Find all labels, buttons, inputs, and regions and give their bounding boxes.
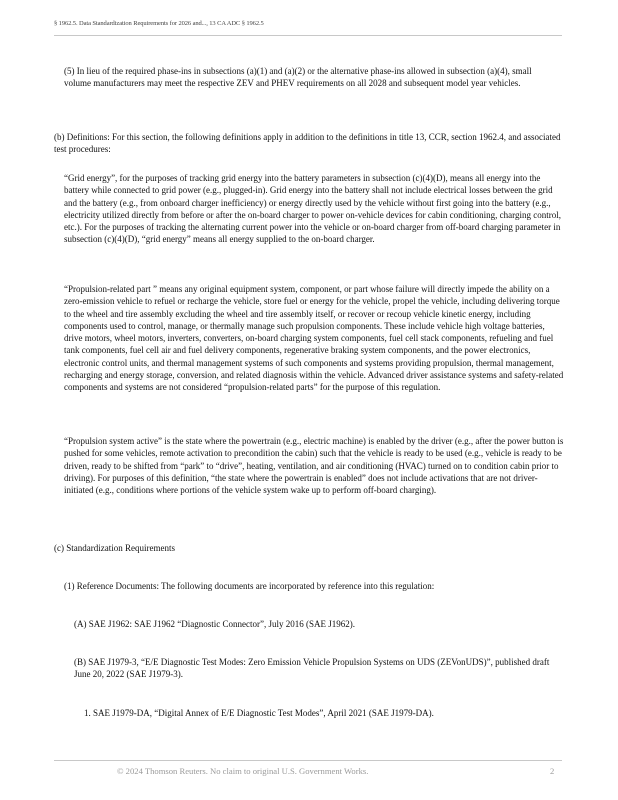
running-header: § 1962.5. Data Standardization Requirements for 2026 and..., 13 CA ADC § 1962.5 — [54, 20, 264, 27]
paragraph-c1A-sae-j1962: (A) SAE J1962: SAE J1962 “Diagnostic Connector”, July 2016 (SAE J1962). — [74, 619, 355, 629]
paragraph-b-definitions: (b) Definitions: For this section, the following definitions apply in addition to the definitions in title 13, CCR, section 1962.4, and associated test procedures: — [54, 132, 561, 155]
definition-grid-energy: “Grid energy”, for the purposes of tracking grid energy into the battery parameters in subsection (c)(4)(D), means all energy into the battery while connected to grid power (e.g., plugged-in). Grid energy into the battery shall not include electrical losses between the grid and the battery (e.g., from onboard charger inefficiency) or energy directly used by the vehicle without first going into the battery (e.g., electricity utilized directly from before or after the on-board charger to power on-vehicle devices for cabin conditioning, charging control, etc.). For the purposes of tracking the alternating current power into the vehicle or on-board charger from off-board charging parameter in subsection (c)(4)(D), “grid energy” means all energy supplied to the on-board charger. — [64, 173, 561, 245]
paragraph-c1B-sae-j1979-3: (B) SAE J1979-3, “E/E Diagnostic Test Modes: Zero Emission Vehicle Propulsion Systems on UDS (ZEVonUDS)”, published draft June 20, 2022 (SAE J1979-3). — [74, 657, 550, 680]
definition-propulsion-related-part: “Propulsion-related part ” means any original equipment system, component, or part whose failure will directly impede the ability on a zero-emission vehicle to refuel or recharge the vehicle, store fuel or energy for the vehicle, propel the vehicle, including delivering torque to the wheel and tire assembly excluding the wheel and tire assembly itself, or recover or recoup vehicle kinetic energy, including components used to control, manage, or thermally manage such propulsion components. These include vehicle high voltage batteries, drive motors, wheel motors, inverters, converters, on-board charging system components, fuel cell stack components, refueling and fuel tank components, fuel cell air and fuel delivery components, regenerative braking system components, and the power electronics, electronic control units, and thermal management systems of such components and systems providing propulsion, thermal management, recharging and energy storage, conversion, and related diagnosis within the vehicle. Advanced driver assistance systems and safety-related components and systems are not considered “propulsion-related parts” for the purpose of this regulation. — [64, 284, 564, 393]
paragraph-c-standardization: (c) Standardization Requirements — [54, 543, 175, 553]
paragraph-a5: (5) In lieu of the required phase-ins in subsections (a)(1) and (a)(2) or the alternative phase-ins allowed in subsection (a)(4), small volume manufacturers may meet the respective ZEV and PHEV requirements on all 2028 and subsequent model year vehicles. — [64, 66, 532, 89]
definition-propulsion-system-active: “Propulsion system active” is the state where the powertrain (e.g., electric machine) is enabled by the driver (e.g., after the power button is pushed for some vehicles, remote activation to precondition the cabin) such that the vehicle is ready to be used (e.g., vehicle is ready to be driven, ready to be shifted from “park” to “drive”, heating, ventilation, and air conditioning (HVAC) turned on to condition cabin prior to driving). For purposes of this definition, “the state where the powertrain is enabled” does not include activations that are not driver-initiated (e.g., conditions where portions of the vehicle system wake up to perform off-board charging). — [64, 436, 564, 496]
footer-divider — [54, 760, 562, 761]
page-number: 2 — [550, 766, 555, 776]
paragraph-c1B1-sae-j1979-da: 1. SAE J1979-DA, “Digital Annex of E/E Diagnostic Test Modes”, April 2021 (SAE J1979-DA). — [84, 708, 434, 718]
header-divider — [54, 35, 562, 36]
paragraph-c1-reference-documents: (1) Reference Documents: The following documents are incorporated by reference into this regulation: — [64, 581, 435, 591]
footer-copyright: © 2024 Thomson Reuters. No claim to original U.S. Government Works. — [117, 766, 369, 776]
